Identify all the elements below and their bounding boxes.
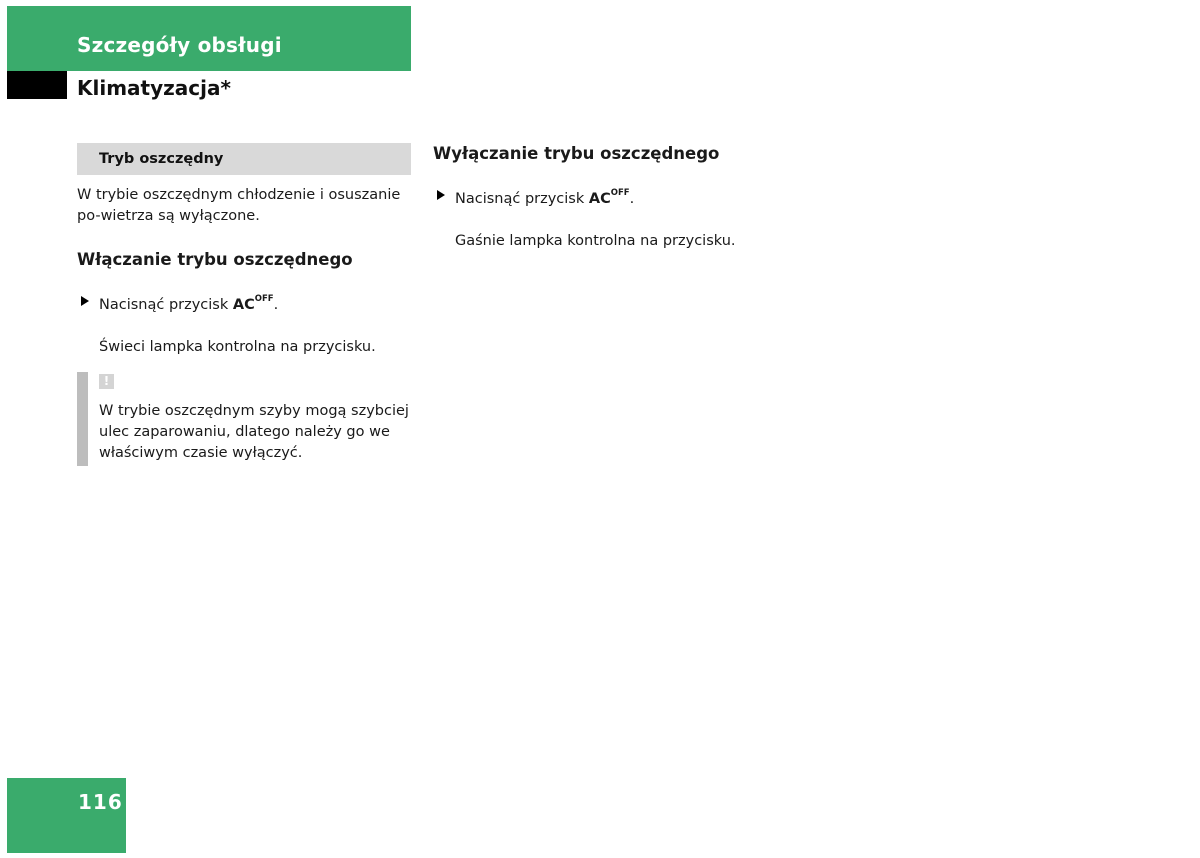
step-text: Nacisnąć przycisk bbox=[455, 190, 585, 207]
off-label: OFF bbox=[610, 188, 630, 198]
page-title: Klimatyzacja* bbox=[77, 76, 231, 100]
bullet-arrow-icon bbox=[437, 190, 445, 200]
ac-off-button-label bbox=[588, 188, 630, 207]
left-column bbox=[77, 143, 411, 464]
disable-step bbox=[433, 185, 767, 210]
enable-heading: Włączanie trybu oszczędnego bbox=[77, 250, 353, 269]
page-number: 116 bbox=[78, 790, 123, 814]
bullet-arrow-icon bbox=[81, 296, 89, 306]
ac-off-button-label bbox=[232, 294, 274, 313]
step-period: . bbox=[629, 190, 635, 207]
disable-heading: Wyłączanie trybu oszczędnego bbox=[433, 144, 720, 163]
step-text: Nacisnąć przycisk bbox=[99, 296, 229, 313]
ac-label: AC bbox=[588, 190, 611, 207]
intro-text: W trybie oszczędnym chłodzenie i osuszanie po-wietrza są wyłączone. bbox=[77, 187, 401, 224]
warning-note bbox=[77, 372, 411, 464]
off-label: OFF bbox=[254, 294, 274, 304]
enable-result: Świeci lampka kontrolna na przycisku. bbox=[99, 338, 376, 355]
topic-bar: Tryb oszczędny bbox=[77, 143, 411, 175]
chapter-tab-marker bbox=[7, 71, 67, 99]
section-title: Szczegóły obsługi bbox=[77, 33, 282, 57]
ac-label: AC bbox=[232, 296, 255, 313]
note-bar bbox=[77, 372, 88, 466]
note-text: W trybie oszczędnym szyby mogą szybciej ulec zaparowaniu, dlatego należy go we właściwym czasie wyłączyć. bbox=[99, 402, 409, 461]
enable-step bbox=[77, 291, 411, 316]
warning-icon: ! bbox=[99, 374, 114, 389]
disable-result: Gaśnie lampka kontrolna na przycisku. bbox=[455, 232, 736, 249]
step-period: . bbox=[273, 296, 279, 313]
right-column bbox=[433, 143, 767, 252]
